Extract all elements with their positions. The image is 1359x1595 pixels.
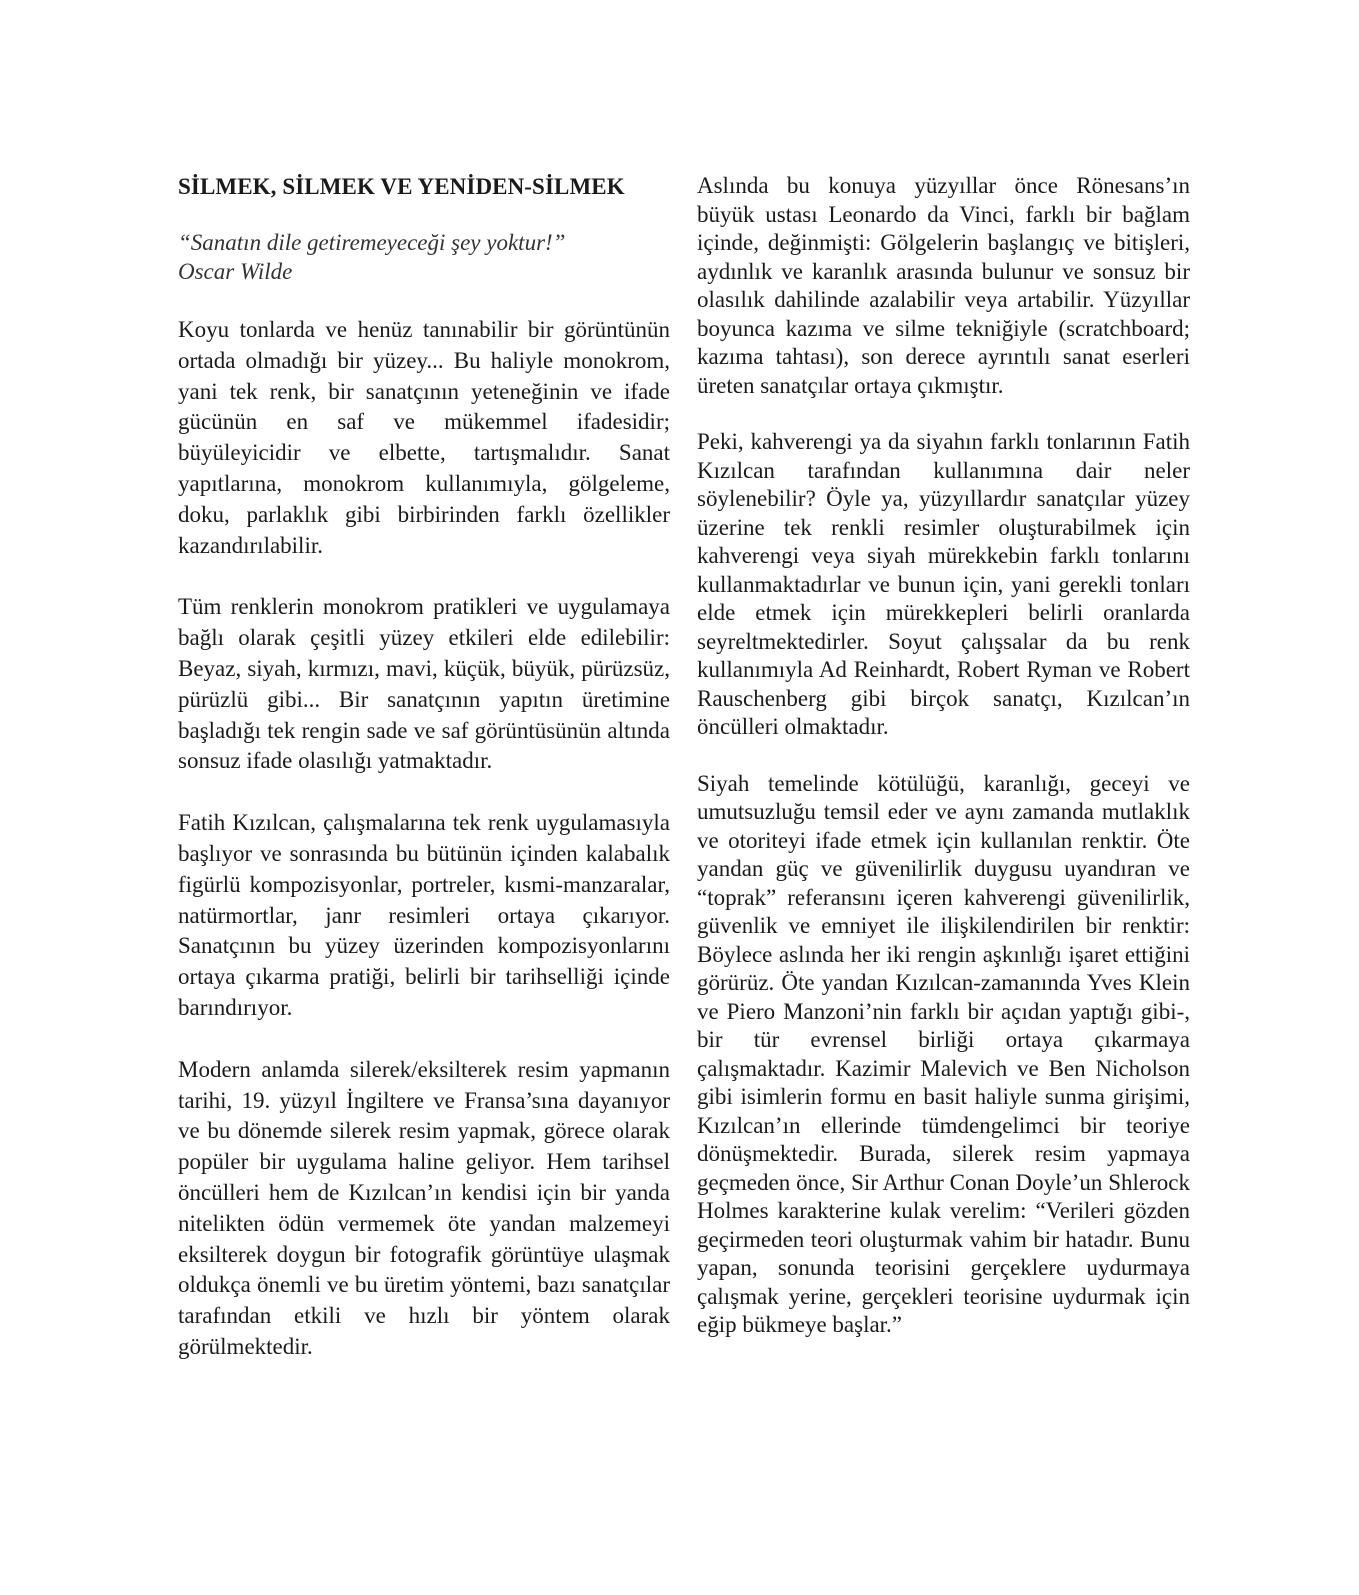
left-column	[178, 172, 670, 1363]
paragraph: Peki, kahverengi ya da siyahın farklı tonlarının Fatih Kızılcan tarafından kullanımına dair neler söylenebilir? Öyle ya, yüzyıllardır sanatçılar yüzey üzerine tek renkli resimler oluşturabilmek için kahverengi veya siyah mürekkebin farklı tonlarını kullanmaktadırlar ve bunun için, yani gerekli tonları elde etmek için mürekkepleri belirli oranlarda seyreltmektedirler. Soyut çalışsalar da bu renk kullanımıyla Ad Reinhardt, Robert Ryman ve Robert Rauschenberg gibi birçok sanatçı, Kızılcan’ın öncülleri olmaktadır.	[697, 429, 1190, 739]
paragraph: Fatih Kızılcan, çalışmalarına tek renk uygulamasıyla başlıyor ve sonrasında bu bütünün içinden kalabalık figürlü kompozisyonlar, portreler, kısmi-manzaralar, natürmortlar, janr resimleri ortaya çıkarıyor. Sanatçının bu yüzey üzerinden kompozisyonlarını ortaya çıkarma pratiği, belirli bir tarihselliği içinde barındırıyor.	[178, 810, 670, 1020]
epigraph	[178, 228, 670, 286]
right-column	[697, 172, 1190, 1340]
article-title: SİLMEK, SİLMEK VE YENİDEN-SİLMEK	[178, 174, 625, 199]
paragraph: Siyah temelinde kötülüğü, karanlığı, geceyi ve umutsuzluğu temsil eder ve aynı zamanda mutlaklık ve otoriteyi ifade etmek için kullanılan renktir. Öte yandan güç ve güvenilirlik duygusu uyandıran ve “toprak” referansını içeren kahverengi güvenilirlik, güvenlik ve emniyet ile ilişkilendirilen bir renktir: Böylece aslında her iki rengin aşkınlığı işaret ettiğini görürüz. Öte yandan Kızılcan-zamanında Yves Klein ve Piero Manzoni’nin farklı bir açıdan yaptığı gibi-, bir tür evrensel birliği ortaya çıkarmaya çalışmaktadır. Kazimir Malevich ve Ben Nicholson gibi isimlerin formu en basit haliyle sunma girişimi, Kızılcan’ın ellerinde tümdengelimci bir teoriye dönüşmektedir. Burada, silerek resim yapmaya geçmeden önce, Sir Arthur Conan Doyle’un Shlerock Holmes karakterine kulak verelim: “Verileri gözden geçirmeden teori oluşturmak vahim bir hatadır. Bunu yapan, sonunda teorisini gerçeklere uydurmaya çalışmak yerine, gerçekleri teorisine uydurmak için eğip bükmeye başlar.”	[697, 770, 1190, 1337]
paragraph: Tüm renklerin monokrom pratikleri ve uygulamaya bağlı olarak çeşitli yüzey etkileri elde edilebilir: Beyaz, siyah, kırmızı, mavi, küçük, büyük, pürüzsüz, pürüzlü gibi... Bir sanatçının yapıtın üretimine başladığı tek rengin sade ve saf görüntüsünün altında sonsuz ifade olasılığı yatmaktadır.	[178, 594, 670, 774]
epigraph-quote: “Sanatın dile getiremeyeceği şey yoktur!”	[178, 230, 566, 255]
epigraph-author: Oscar Wilde	[178, 259, 293, 284]
paragraph: Aslında bu konuya yüzyıllar önce Rönesans’ın büyük ustası Leonardo da Vinci, farklı bir bağlam içinde, değinmişti: Gölgelerin başlangıç ve bitişleri, aydınlık ve karanlık arasında bulunur ve sonsuz bir olasılık dahilinde azalabilir veya artabilir. Yüzyıllar boyunca kazıma ve silme tekniğiyle (scratchboard; kazıma tahtası), son derece ayrıntılı sanat eserleri üreten sanatçılar ortaya çıkmıştır.	[697, 173, 1190, 398]
paragraph: Modern anlamda silerek/eksilterek resim yapmanın tarihi, 19. yüzyıl İngiltere ve Fransa’sına dayanıyor ve bu dönemde silerek resim yapmak, görece olarak popüler bir uygulama haline geliyor. Hem tarihsel öncülleri hem de Kızılcan’ın kendisi için bir yanda nitelikten ödün vermemek öte yandan malzemeyi eksilterek doygun bir fotografik görüntüye ulaşmak oldukça önemli ve bu üretim yöntemi, bazı sanatçılar tarafından etkili ve hızlı bir yöntem olarak görülmektedir.	[178, 1056, 670, 1359]
paragraph: Koyu tonlarda ve henüz tanınabilir bir görüntünün ortada olmadığı bir yüzey... Bu haliyle monokrom, yani tek renk, bir sanatçının yeteneğinin ve ifade gücünün en saf ve mükemmel ifadesidir; büyüleyicidir ve elbette, tartışmalıdır. Sanat yapıtlarına, monokrom kullanımıyla, gölgeleme, doku, parlaklık gibi birbirinden farklı özellikler kazandırılabilir.	[178, 317, 670, 558]
